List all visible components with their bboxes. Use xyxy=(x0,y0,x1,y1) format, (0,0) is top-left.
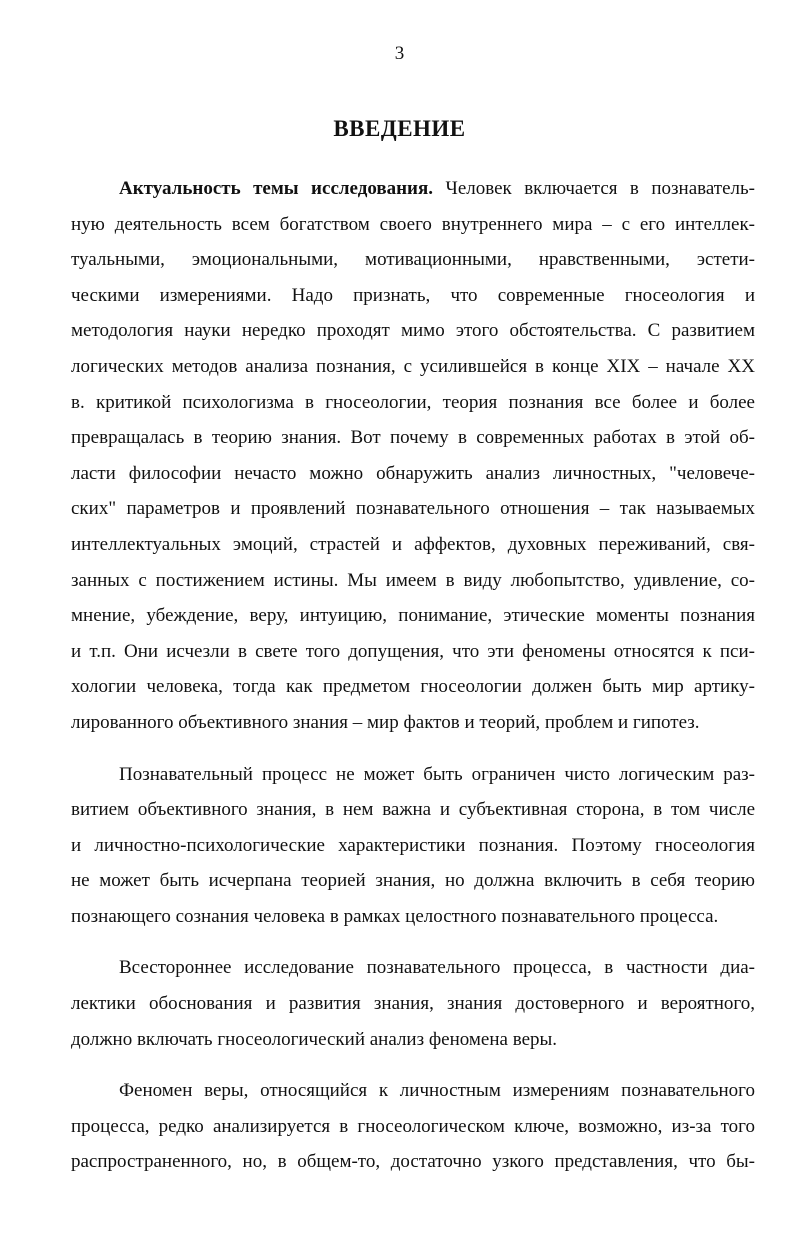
text-line: не может быть исчерпана теорией знания, но должна включить в себя теорию xyxy=(71,870,755,892)
text-line: методология науки нередко проходят мимо этого обстоятельства. С развитием xyxy=(71,320,755,342)
text-line: процесса, редко анализируется в гносеологическом ключе, возможно, из-за того xyxy=(71,1115,755,1137)
text-line: мнение, убеждение, веру, интуицию, понимание, этические моменты познания xyxy=(71,605,755,627)
lead-phrase: Актуальность темы исследования. xyxy=(119,178,434,199)
text-line: занных с постижением истины. Мы имеем в виду любопытство, удивление, со- xyxy=(71,569,755,591)
text-line: Актуальность темы исследования. Человек включается в познаватель- xyxy=(119,178,755,199)
text-line: познающего сознания человека в рамках целостного познавательного процесса. xyxy=(71,905,719,927)
paragraph-relevance xyxy=(71,171,755,741)
text-line: должно включать гносеологический анализ феномена веры. xyxy=(71,1028,558,1050)
text-line: ласти философии нечасто можно обнаружить анализ личностных, "человече- xyxy=(71,462,755,484)
body-text xyxy=(71,171,755,1196)
text-line: в. критикой психологизма в гносеологии, теория познания все более и более xyxy=(71,391,755,413)
text-line: распространенного, но, в общем-то, достаточно узкого представления, что бы- xyxy=(71,1151,755,1173)
text-line: ческими измерениями. Надо признать, что современные гносеология и xyxy=(71,284,755,306)
text-line: лектики обоснования и развития знания, знания достоверного и вероятного, xyxy=(71,993,755,1015)
text-line: Познавательный процесс не может быть ограничен чисто логическим раз- xyxy=(119,763,755,785)
text-line: лированного объективного знания – мир фактов и теорий, проблем и гипотез. xyxy=(71,711,700,733)
page-number: 3 xyxy=(394,43,405,64)
text-line: витием объективного знания, в нем важна и субъективная сторона, в том числе xyxy=(71,799,755,821)
text-line: интеллектуальных эмоций, страстей и аффектов, духовных переживаний, свя- xyxy=(71,533,755,555)
text-line: Феномен веры, относящийся к личностным измерениям познавательного xyxy=(119,1080,755,1102)
paragraph-comprehensive-study xyxy=(71,950,755,1057)
text-line: туальными, эмоциональными, мотивационными, нравственными, эстети- xyxy=(71,249,755,271)
text-line: и т.п. Они исчезли в свете того допущения, что эти феномены относятся к пси- xyxy=(71,640,755,662)
text-line: ную деятельность всем богатством своего внутреннего мира – с его интеллек- xyxy=(71,213,755,235)
text-line: и личностно-психологические характеристики познания. Поэтому гносеология xyxy=(71,834,755,856)
text-line: превращалась в теорию знания. Вот почему в современных работах в этой об- xyxy=(71,427,755,449)
text-line: хологии человека, тогда как предметом гносеологии должен быть мир артику- xyxy=(71,676,755,698)
paragraph-faith-phenomenon xyxy=(71,1073,755,1180)
text-line: Всестороннее исследование познавательного процесса, в частности диа- xyxy=(119,957,755,979)
text-line: логических методов анализа познания, с усилившейся в конце XIX – начале XX xyxy=(71,355,755,377)
text-line: ских" параметров и проявлений познавательного отношения – так называемых xyxy=(71,498,755,520)
section-heading: ВВЕДЕНИЕ xyxy=(333,116,466,141)
paragraph-cognitive-process xyxy=(71,757,755,935)
